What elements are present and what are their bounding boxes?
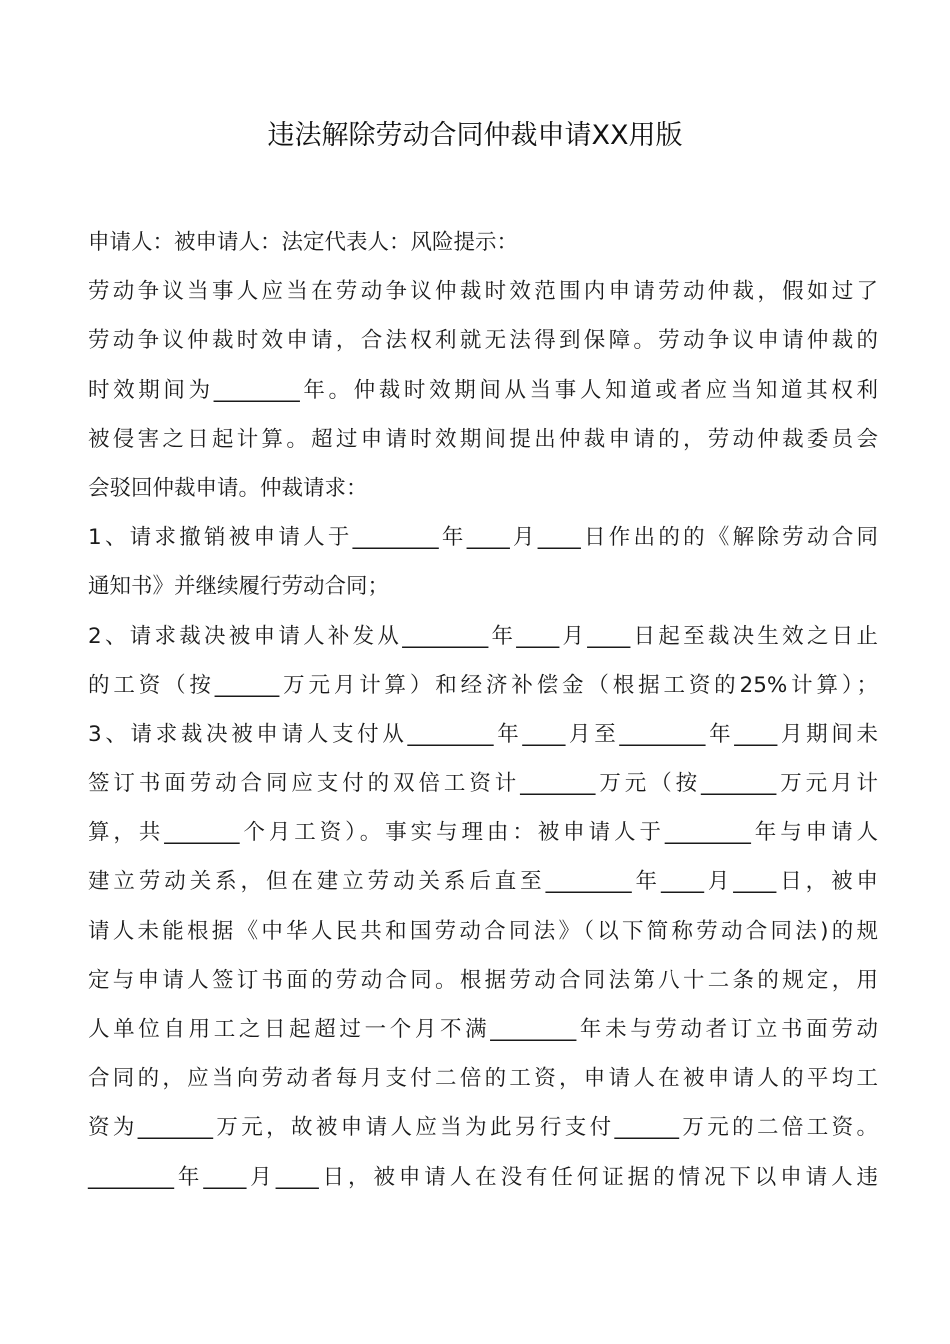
paragraph-line: 人单位自用工之日起超过一个月不满________年未与劳动者订立书面劳动	[88, 1017, 878, 1042]
paragraph-line: 3、请求裁决被申请人支付从________年____月至________年____月期间未	[88, 721, 878, 747]
document-body	[88, 218, 878, 1202]
paragraph-line: 劳动争议仲裁时效申请，合法权利就无法得到保障。劳动争议申请仲裁的	[88, 328, 878, 354]
paragraph-line: ________年____月____日，被申请人在没有任何证据的情况下以申请人违	[88, 1164, 878, 1190]
paragraph-line: 合同的，应当向劳动者每月支付二倍的工资，申请人在被申请人的平均工	[88, 1066, 878, 1092]
paragraph-line: 资为_______万元，故被申请人应当为此另行支付______万元的二倍工资。	[88, 1115, 878, 1141]
paragraph-line: 申请人：被申请人：法定代表人：风险提示：	[88, 230, 519, 255]
paragraph-line: 请人未能根据《中华人民共和国劳动合同法》（以下简称劳动合同法)的规	[88, 918, 878, 944]
paragraph-line: 签订书面劳动合同应支付的双倍工资计_______万元（按_______万元月计	[88, 771, 878, 797]
paragraph-line: 算，共_______个月工资）。事实与理由：被申请人于________年与申请人	[88, 820, 878, 846]
paragraph-line: 通知书》并继续履行劳动合同；	[88, 574, 390, 600]
paragraph-line: 时效期间为________年。仲裁时效期间从当事人知道或者应当知道其权利	[88, 377, 878, 403]
paragraph-line: 的工资（按______万元月计算）和经济补偿金（根据工资的25%计算）；	[88, 672, 878, 698]
paragraph-line: 2、请求裁决被申请人补发从________年____月____日起至裁决生效之日止	[88, 623, 878, 649]
document-title: 违法解除劳动合同仲裁申请XX用版	[267, 120, 683, 151]
paragraph-line: 建立劳动关系，但在建立劳动关系后直至________年____月____日，被申	[88, 869, 878, 895]
paragraph-line: 1、请求撤销被申请人于________年____月____日作出的的《解除劳动合同	[88, 525, 878, 551]
paragraph-line: 被侵害之日起计算。超过申请时效期间提出仲裁申请的，劳动仲裁委员会	[88, 426, 878, 452]
paragraph-line: 会驳回仲裁申请。仲裁请求：	[88, 475, 368, 501]
paragraph-line: 劳动争议当事人应当在劳动争议仲裁时效范围内申请劳动仲裁，假如过了	[88, 279, 878, 305]
paragraph-line: 定与申请人签订书面的劳动合同。根据劳动合同法第八十二条的规定，用	[88, 967, 878, 993]
